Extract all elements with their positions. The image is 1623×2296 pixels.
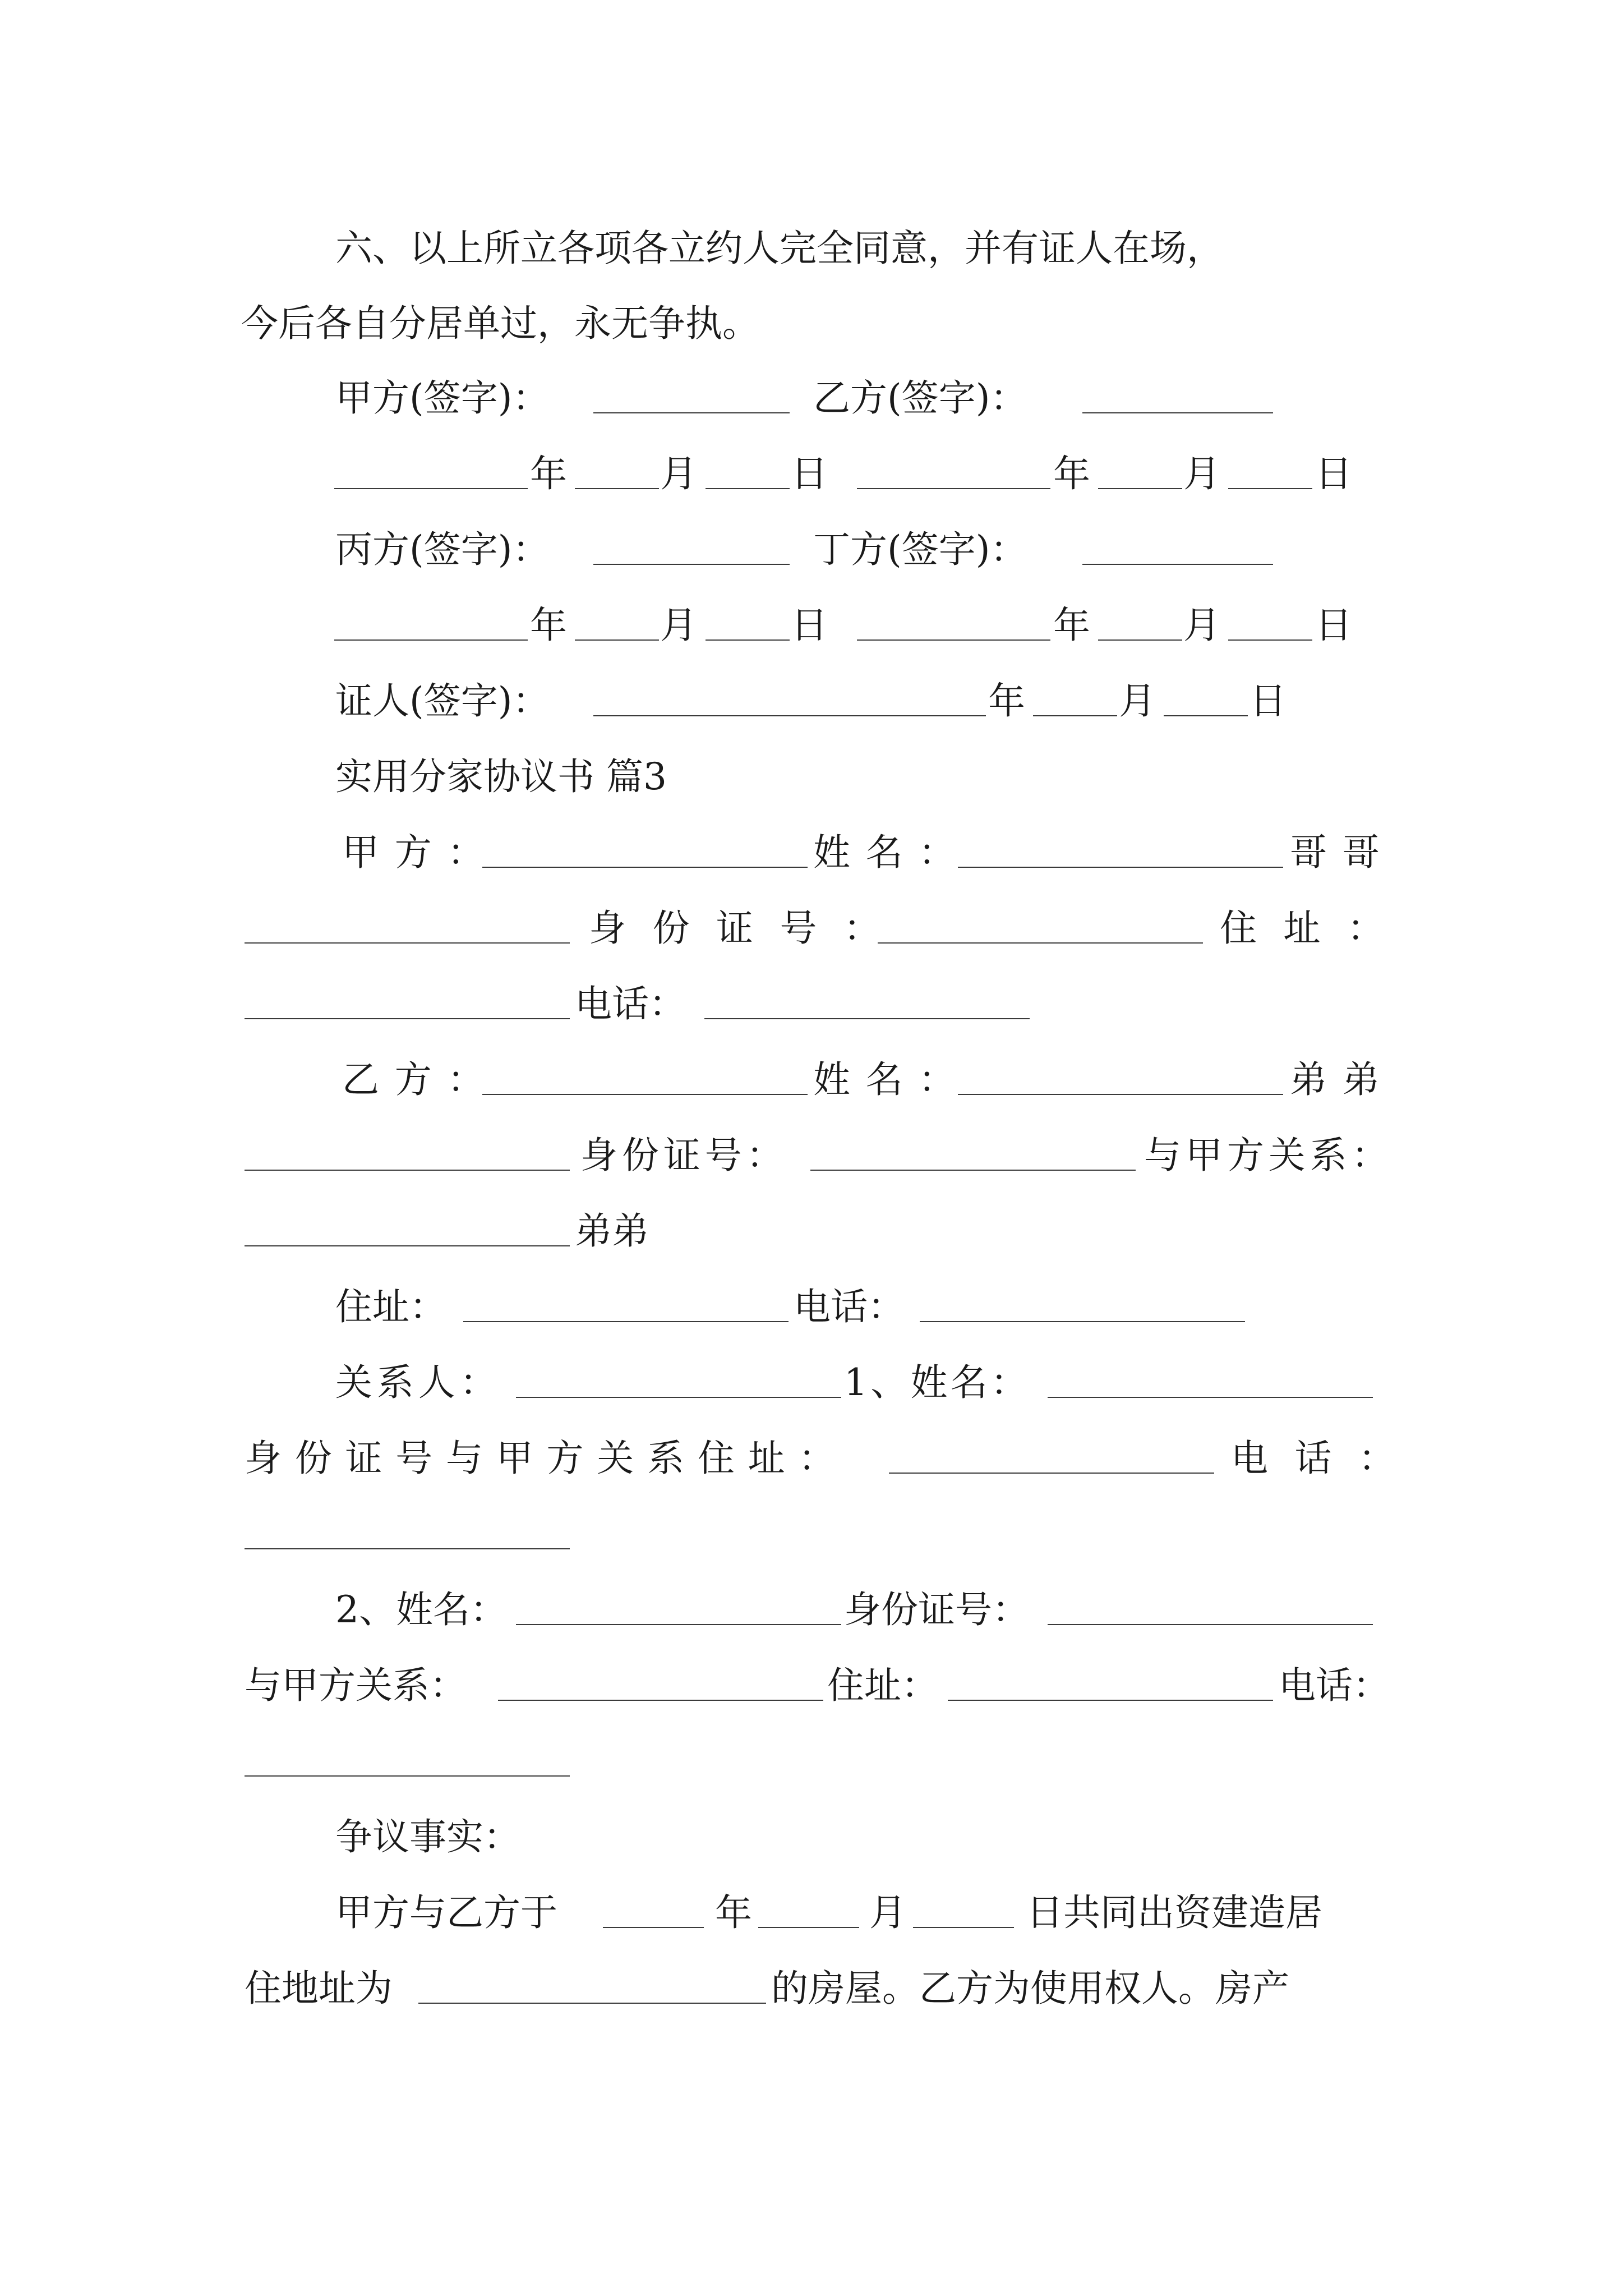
contact-2-name-blank[interactable] bbox=[516, 1624, 841, 1625]
month-label: 月 bbox=[660, 452, 697, 495]
phone-label: 电话： bbox=[794, 1285, 905, 1328]
phone-label: 电话： bbox=[1279, 1664, 1390, 1707]
day-blank[interactable] bbox=[706, 488, 790, 489]
section-title-row bbox=[0, 752, 1623, 802]
year-blank[interactable] bbox=[334, 488, 528, 489]
party-a-signature-label: 甲方(签字)： bbox=[335, 376, 550, 420]
year-label: 年 bbox=[1053, 604, 1090, 647]
paragraph-text: 六、以上所立各项各立约人完全同意，并有证人在场， bbox=[335, 227, 1224, 270]
year-blank[interactable] bbox=[857, 639, 1050, 641]
party-a-signature-blank[interactable] bbox=[593, 412, 790, 413]
paragraph-text: 的房屋。乙方为使用权人。房产 bbox=[771, 1967, 1289, 2010]
address-label: 住址： bbox=[335, 1285, 446, 1328]
name-label: 姓名： bbox=[813, 831, 971, 874]
contact-2-address-blank[interactable] bbox=[948, 1700, 1273, 1701]
party-a-row bbox=[0, 827, 1623, 878]
party-c-signature-label: 丙方(签字)： bbox=[335, 528, 550, 571]
party-b-relation-row bbox=[0, 1206, 1623, 1257]
party-b-signature-blank[interactable] bbox=[1082, 412, 1273, 413]
year-blank[interactable] bbox=[603, 1927, 704, 1928]
younger-brother-text: 弟弟 bbox=[1290, 1058, 1395, 1101]
month-label: 月 bbox=[1183, 452, 1220, 495]
address-label: 住址： bbox=[827, 1664, 938, 1707]
month-blank[interactable] bbox=[575, 488, 659, 489]
id-number-label: 身份证号： bbox=[844, 1588, 1029, 1631]
paragraph-text: 今后各自分居单过，永无争执。 bbox=[241, 302, 759, 345]
year-label: 年 bbox=[530, 604, 567, 647]
party-b-id-blank[interactable] bbox=[810, 1170, 1136, 1171]
dispute-paragraph-line1 bbox=[0, 1888, 1623, 1938]
paragraph-text: 日共同出资建造居 bbox=[1026, 1891, 1322, 1934]
party-a-phone-blank[interactable] bbox=[704, 1018, 1030, 1019]
party-b-name-blank[interactable] bbox=[958, 1094, 1283, 1095]
party-b-phone-blank[interactable] bbox=[920, 1321, 1245, 1322]
day-label: 日 bbox=[1315, 452, 1352, 495]
relation-label: 与甲方关系： bbox=[1144, 1134, 1393, 1177]
address-label: 住址： bbox=[1220, 907, 1411, 950]
contact-2-row bbox=[0, 1585, 1623, 1635]
contact-2-relation-blank[interactable] bbox=[498, 1700, 823, 1701]
party-a-id-row bbox=[0, 903, 1623, 954]
witness-signature-label: 证人(签字)： bbox=[335, 679, 550, 723]
day-blank[interactable] bbox=[1228, 488, 1312, 489]
party-b-signature-label: 乙方(签字)： bbox=[813, 376, 1027, 420]
contact-1-detail-row bbox=[0, 1433, 1623, 1484]
contact-2-id-blank[interactable] bbox=[1048, 1624, 1373, 1625]
witness-signature-blank[interactable] bbox=[593, 715, 986, 716]
witness-row bbox=[0, 676, 1623, 726]
contact-2-detail-row bbox=[0, 1660, 1623, 1711]
signature-row-a-b bbox=[0, 373, 1623, 424]
party-a-blank[interactable] bbox=[482, 867, 808, 868]
month-label: 月 bbox=[869, 1891, 906, 1934]
month-blank[interactable] bbox=[1098, 639, 1182, 641]
year-label: 年 bbox=[1053, 452, 1090, 495]
contact-2-phone-blank[interactable] bbox=[245, 1775, 570, 1777]
id-number-label: 身份证号： bbox=[589, 907, 907, 950]
relation-label: 与甲方关系： bbox=[245, 1664, 467, 1707]
year-blank[interactable] bbox=[857, 488, 1050, 489]
contact-1-name-label: 1、姓名： bbox=[844, 1361, 1031, 1404]
party-a-phone-row bbox=[0, 979, 1623, 1029]
paragraph-six-line2 bbox=[0, 298, 1623, 349]
day-blank[interactable] bbox=[706, 639, 790, 641]
contact-row bbox=[0, 1358, 1623, 1408]
month-blank[interactable] bbox=[575, 639, 659, 641]
month-label: 月 bbox=[1119, 679, 1156, 723]
year-label: 年 bbox=[715, 1891, 752, 1934]
party-b-address-row bbox=[0, 1282, 1623, 1332]
party-a-address-blank[interactable] bbox=[245, 1018, 570, 1019]
contact-1-name-blank[interactable] bbox=[1048, 1397, 1373, 1398]
month-blank[interactable] bbox=[1098, 488, 1182, 489]
day-blank[interactable] bbox=[913, 1927, 1014, 1928]
date-row-a-b bbox=[0, 449, 1623, 499]
day-label: 日 bbox=[1315, 604, 1352, 647]
month-label: 月 bbox=[1183, 604, 1220, 647]
section-title: 实用分家协议书 篇3 bbox=[335, 755, 667, 798]
dispute-facts-heading: 争议事实： bbox=[335, 1815, 520, 1858]
contact-1-address-blank[interactable] bbox=[889, 1473, 1214, 1474]
month-blank[interactable] bbox=[1033, 715, 1117, 716]
signature-row-c-d bbox=[0, 524, 1623, 575]
party-b-address-blank[interactable] bbox=[463, 1321, 789, 1322]
day-label: 日 bbox=[1249, 679, 1287, 723]
party-a-id-blank[interactable] bbox=[878, 942, 1203, 944]
id-number-label: 身份证号： bbox=[580, 1134, 788, 1177]
phone-label: 电话： bbox=[1231, 1437, 1422, 1480]
elder-brother-text: 哥哥 bbox=[1290, 831, 1395, 874]
dispute-heading-row bbox=[0, 1812, 1623, 1862]
day-label: 日 bbox=[791, 604, 828, 647]
month-blank[interactable] bbox=[758, 1927, 859, 1928]
phone-label: 电话： bbox=[575, 982, 686, 1025]
house-address-blank[interactable] bbox=[418, 2003, 766, 2004]
party-b-row bbox=[0, 1055, 1623, 1105]
party-c-signature-blank[interactable] bbox=[593, 564, 790, 565]
party-b-blank[interactable] bbox=[245, 1170, 570, 1171]
year-blank[interactable] bbox=[334, 639, 528, 641]
contact-person-blank[interactable] bbox=[516, 1397, 841, 1398]
contact-1-phone-blank[interactable] bbox=[245, 1548, 570, 1549]
year-label: 年 bbox=[530, 452, 567, 495]
day-blank[interactable] bbox=[1164, 715, 1248, 716]
contact-1-detail-label: 身份证号与甲方关系住址： bbox=[245, 1437, 849, 1480]
paragraph-six-line1 bbox=[0, 223, 1623, 274]
contact-2-phone-row bbox=[0, 1736, 1623, 1787]
younger-brother-text: 弟弟 bbox=[575, 1209, 649, 1253]
party-d-signature-blank[interactable] bbox=[1082, 564, 1273, 565]
month-label: 月 bbox=[660, 604, 697, 647]
date-row-c-d bbox=[0, 600, 1623, 651]
day-blank[interactable] bbox=[1228, 639, 1312, 641]
contact-1-phone-row bbox=[0, 1509, 1623, 1559]
day-label: 日 bbox=[791, 452, 828, 495]
party-b-label: 乙方： bbox=[342, 1058, 500, 1101]
party-b-blank[interactable] bbox=[482, 1094, 808, 1095]
party-d-signature-label: 丁方(签字)： bbox=[813, 528, 1027, 571]
name-label: 姓名： bbox=[813, 1058, 971, 1101]
party-b-relation-blank[interactable] bbox=[245, 1245, 570, 1246]
paragraph-text: 甲方与乙方于 bbox=[335, 1891, 557, 1934]
party-a-name-blank[interactable] bbox=[958, 867, 1283, 868]
dispute-paragraph-line2 bbox=[0, 1963, 1623, 2014]
contact-2-name-label: 2、姓名： bbox=[335, 1588, 507, 1631]
party-b-id-row bbox=[0, 1130, 1623, 1181]
party-a-blank[interactable] bbox=[245, 942, 570, 944]
paragraph-text: 住地址为 bbox=[245, 1967, 393, 2010]
party-a-label: 甲方： bbox=[342, 831, 500, 874]
contact-person-label: 关系人： bbox=[335, 1361, 501, 1404]
year-label: 年 bbox=[988, 679, 1025, 723]
